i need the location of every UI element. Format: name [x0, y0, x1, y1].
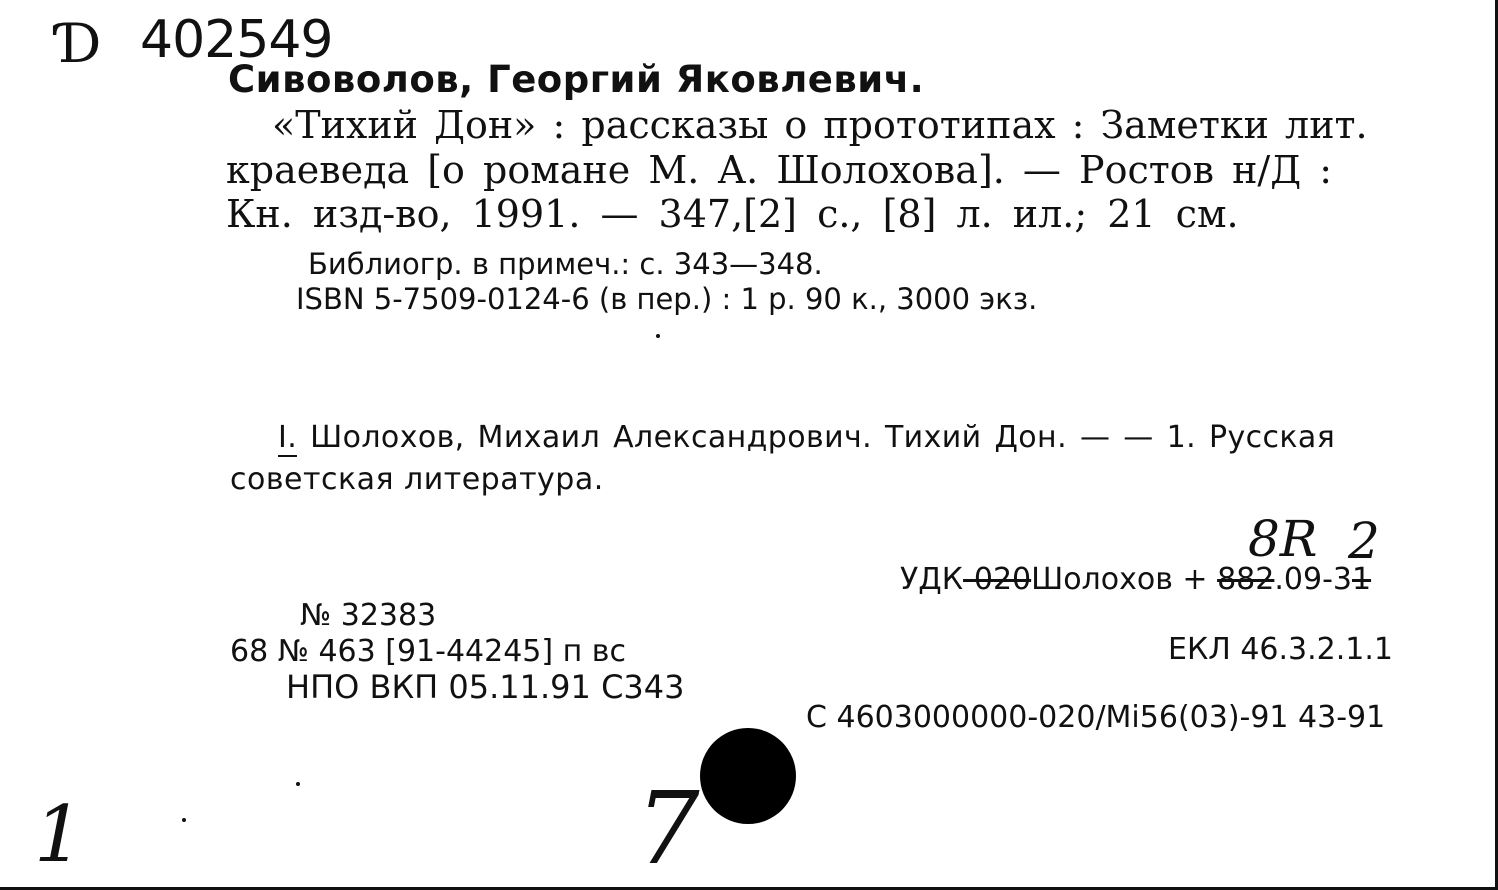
bibliography-note: Библиогр. в примеч.: с. 343—348.: [308, 247, 823, 281]
title-line-1: «Тихий Дон» : рассказы о прототипах : Заметки лит.: [272, 103, 1368, 147]
subject-number: I.: [278, 420, 298, 455]
handwritten-note-8r: 8R: [1248, 510, 1318, 568]
punch-hole: [700, 728, 796, 824]
udc-struck-1: -020: [963, 562, 1032, 597]
subject-line-1: [278, 420, 1335, 455]
udc-prefix: УДК: [900, 562, 964, 597]
handwritten-digit-7: 7: [636, 770, 700, 887]
record-number: № 32383: [300, 598, 437, 633]
catalog-code-line: С 4603000000-020/Мі56(03)-91 43-91: [806, 700, 1386, 735]
speck-dot: [182, 818, 186, 822]
title-line-3: Кн. изд-во, 1991. — 347,[2] с., [8] л. ил.; 21 см.: [226, 192, 1239, 236]
speck-dot: [656, 334, 660, 338]
call-letter: Ɗ: [58, 12, 102, 75]
npo-line: НПО ВКП 05.11.91 С343: [286, 668, 685, 706]
udc-suffix: .09-3: [1274, 562, 1352, 597]
udc-line: [900, 562, 1371, 597]
isbn-line: ISBN 5-7509-0124-6 (в пер.) : 1 р. 90 к., 3000 экз.: [296, 282, 1038, 316]
udc-middle: Шолохов +: [1031, 562, 1218, 597]
title-line-2: краеведа [о романе М. А. Шолохова]. — Ростов н/Д :: [226, 148, 1333, 192]
handwritten-digit-1: 1: [34, 790, 84, 880]
udc-struck-2: 882: [1217, 562, 1275, 597]
order-line: 68 № 463 [91-44245] п вс: [230, 634, 626, 669]
subject-text: Шолохов, Михаил Александрович. Тихий Дон. — — 1. Русская: [310, 420, 1336, 455]
subject-line-2: советская литература.: [230, 462, 604, 497]
handwritten-digit-2: 2: [1348, 512, 1380, 570]
call-number: 402549: [140, 10, 333, 70]
speck-dot: [296, 782, 300, 786]
udc-struck-3: 1: [1351, 562, 1372, 597]
ekl-code: ЕКЛ 46.3.2.1.1: [1168, 632, 1394, 667]
author-heading: Сивоволов, Георгий Яковлевич.: [228, 58, 925, 101]
